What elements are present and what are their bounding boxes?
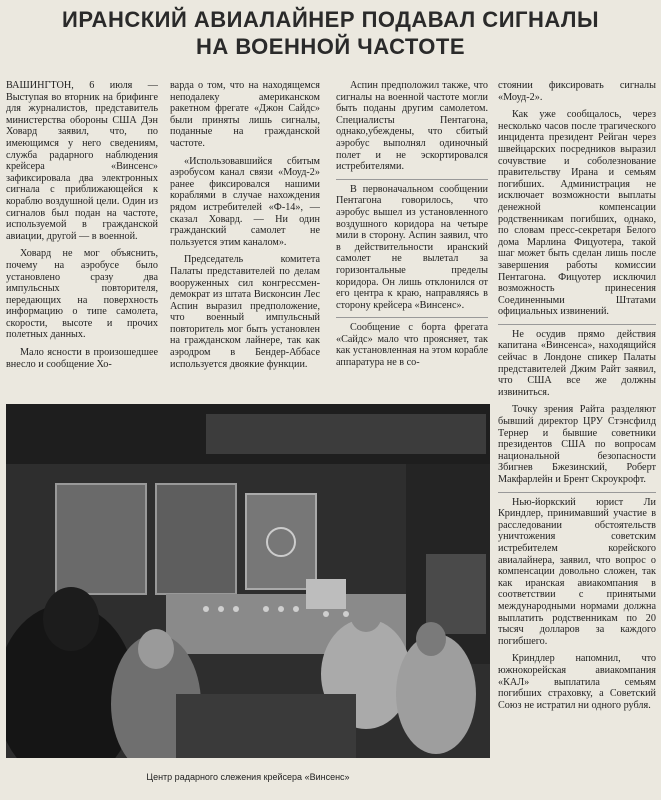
photo-illustration [6, 404, 490, 758]
paragraph: Криндлер напомнил, что южнокорейская авиакомпания «КАЛ» выплатила семьям погибших страховку, а Советский Союз не истратил ни одного рубля. [498, 653, 656, 711]
paragraph: Точку зрения Райта разделяют бывший директор ЦРУ Стэнсфилд Тернер и бывшие советники президентов США по вопросам национальной безопасности Збигнев Бжезинский, Роберт Макфарлейн и Брент Скроукрофт. [498, 404, 656, 485]
text-column-1 [6, 80, 158, 380]
paragraph: «Использовавшийся сбитым аэробусом канал связи «Моуд-2» ранее фиксировался нашими кораблями в случае нахождения рядом истребителей «Ф-14», — сказал Ховард. — Ни один гражданский самолет не пользуется этим каналом». [170, 155, 320, 248]
article-headline [20, 6, 641, 60]
paragraph: Аспин предположил также, что сигналы на военной частоте могли быть поданы другим самолетом. Специалисты Пентагона, однако,убеждены, что сбитый аэробус выполнял одиночный полет и не эскортировался истребителями. [336, 80, 488, 173]
paragraph: Сообщение с борта фрегата «Сайдс» мало что проясняет, так как установленная на этом корабле аппаратура не в со- [336, 317, 488, 368]
headline-line-1: ИРАНСКИЙ АВИАЛАЙНЕР ПОДАВАЛ СИГНАЛЫ [62, 7, 599, 32]
display-screen-2 [156, 484, 236, 594]
radar-center-photo [6, 404, 490, 758]
paragraph: Нью-йоркский юрист Ли Криндлер, принимавший участие в расследовании обстоятельств уничтожения советским истребителем корейского авиалайнера, заявил, что вопрос о компенсации довольно сложен, так как иранская авиакомпания в соответствии с принятыми международными нормами должна выплатить родственникам по 20 тысяч долларов за каждого погибшего. [498, 492, 656, 648]
headline-line-2: НА ВОЕННОЙ ЧАСТОТЕ [195, 34, 466, 59]
text-column-2 [170, 80, 320, 380]
display-screen-1 [56, 484, 146, 594]
paragraph: Мало ясности в произошедшее внесло и сообщение Хо- [6, 347, 158, 370]
paragraph: ВАШИНГТОН, 6 июля — Выступая во вторник на брифинге для журналистов, представитель министерства обороны США Дэн Ховард заявил, что, по имеющимся у него сведениям, служба радарного наблюдения крейсера «Винсенс» зафиксировала два электронных сигнала с приближающейся к кораблю воздушной цели. Один из сигналов был подан на частоте, используемой в гражданской авиации, другой — в военной. [6, 80, 158, 242]
paragraph: варда о том, что на находящемся неподалеку американском ракетном фрегате «Джон Сайдс» были приняты лишь сигналы, поданные на гражданской частоте. [170, 80, 320, 149]
photo-caption: Центр радарного слежения крейсера «Винсенс» [146, 772, 350, 782]
radar-scope [306, 579, 346, 609]
paragraph: стоянии фиксировать сигналы «Моуд-2». [498, 80, 656, 103]
text-column-3 [336, 80, 488, 390]
paragraph: Ховард не мог объяснить, почему на аэробусе было установлено сразу два импульсных повторителя, передающих на поверхность информацию о типе самолета, скорости, высоте и прочих полетных данных. [6, 248, 158, 341]
text-column-4 [498, 80, 656, 798]
paragraph: Как уже сообщалось, через несколько часов после трагического инцидента президент Рейган через швейцарских посредников выразил сочувствие и соболезнование правительству Ирана и семьям погибших. Администрация не исключает возможности выплаты денежной компенсации родственникам погибших, однако, по словам пресс-секретаря Белого дома Марлина Фицуотера, такой шаг может быть сделан лишь после завершения работы комиссии Пентагона. Фицуотер исключил возможность принесения Соединенными Штатами официальных извинений. [498, 109, 656, 318]
paragraph: Председатель комитета Палаты представителей по делам вооруженных сил конгрессмен-демократ из штата Висконсин Лес Аспин выразил предположение, что военный импульсный повторитель мог быть установлен на гражданском лайнере, так как аэродром в Бендер-Аббасе используется двоякие функции. [170, 254, 320, 370]
display-screen-3 [246, 494, 316, 589]
paragraph: В первоначальном сообщении Пентагона говорилось, что аэробус вышел из установленного воздушного коридора на четыре мили в сторону. Аспин заявил, что в действительности иранский самолет не вылетал за горизонтальные пределы коридора. Он лишь отклонился от его центра к краю, направляясь в сторону крейсера «Винсенс». [336, 179, 488, 312]
paragraph: Не осудив прямо действия капитана «Винсенса», находящийся сейчас в Лондоне спикер Палаты представителей Джим Райт заявил, что США все же должны извиниться. [498, 324, 656, 399]
